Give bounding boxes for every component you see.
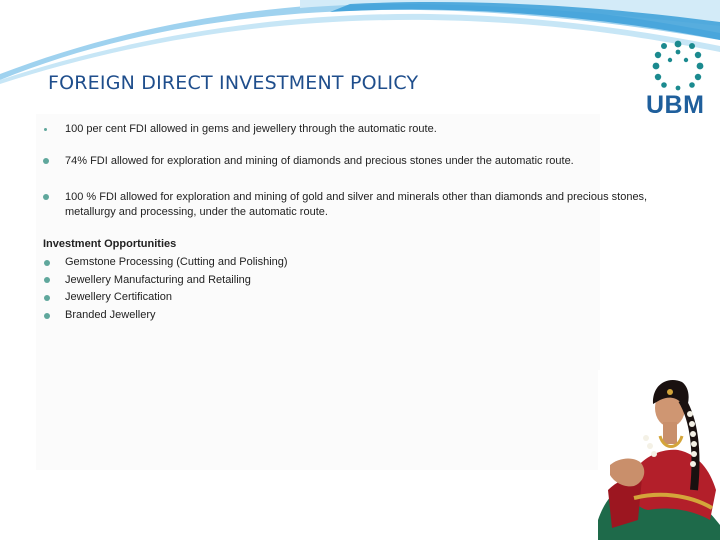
bullet-icon [44,295,50,301]
opportunities-heading: Investment Opportunities [43,238,177,250]
opportunity-item: Gemstone Processing (Cutting and Polishing) [65,256,288,268]
opportunity-item: Jewellery Certification [65,291,172,303]
dancer-photo [598,370,720,540]
bullet-icon [44,260,50,266]
bullet-icon [43,194,49,200]
ubm-logo-text: UBM [646,91,705,119]
page-title: FOREIGN DIRECT INVESTMENT POLICY [48,72,419,94]
policy-point: 100 % FDI allowed for exploration and mining of gold and silver and minerals other than diamonds and precious stones, metallurgy and processing, under the automatic route. [65,191,648,218]
bullet-icon [43,158,49,164]
policy-point: 100 per cent FDI allowed in gems and jewellery through the automatic route. [65,123,437,135]
opportunity-item: Branded Jewellery [65,309,156,321]
bullet-icon [44,277,50,283]
opportunity-item: Jewellery Manufacturing and Retailing [65,274,251,286]
bullet-icon [44,313,50,319]
bullet-icon [44,128,47,131]
policy-point: 74% FDI allowed for exploration and mining of diamonds and precious stones under the automatic route. [65,155,574,167]
